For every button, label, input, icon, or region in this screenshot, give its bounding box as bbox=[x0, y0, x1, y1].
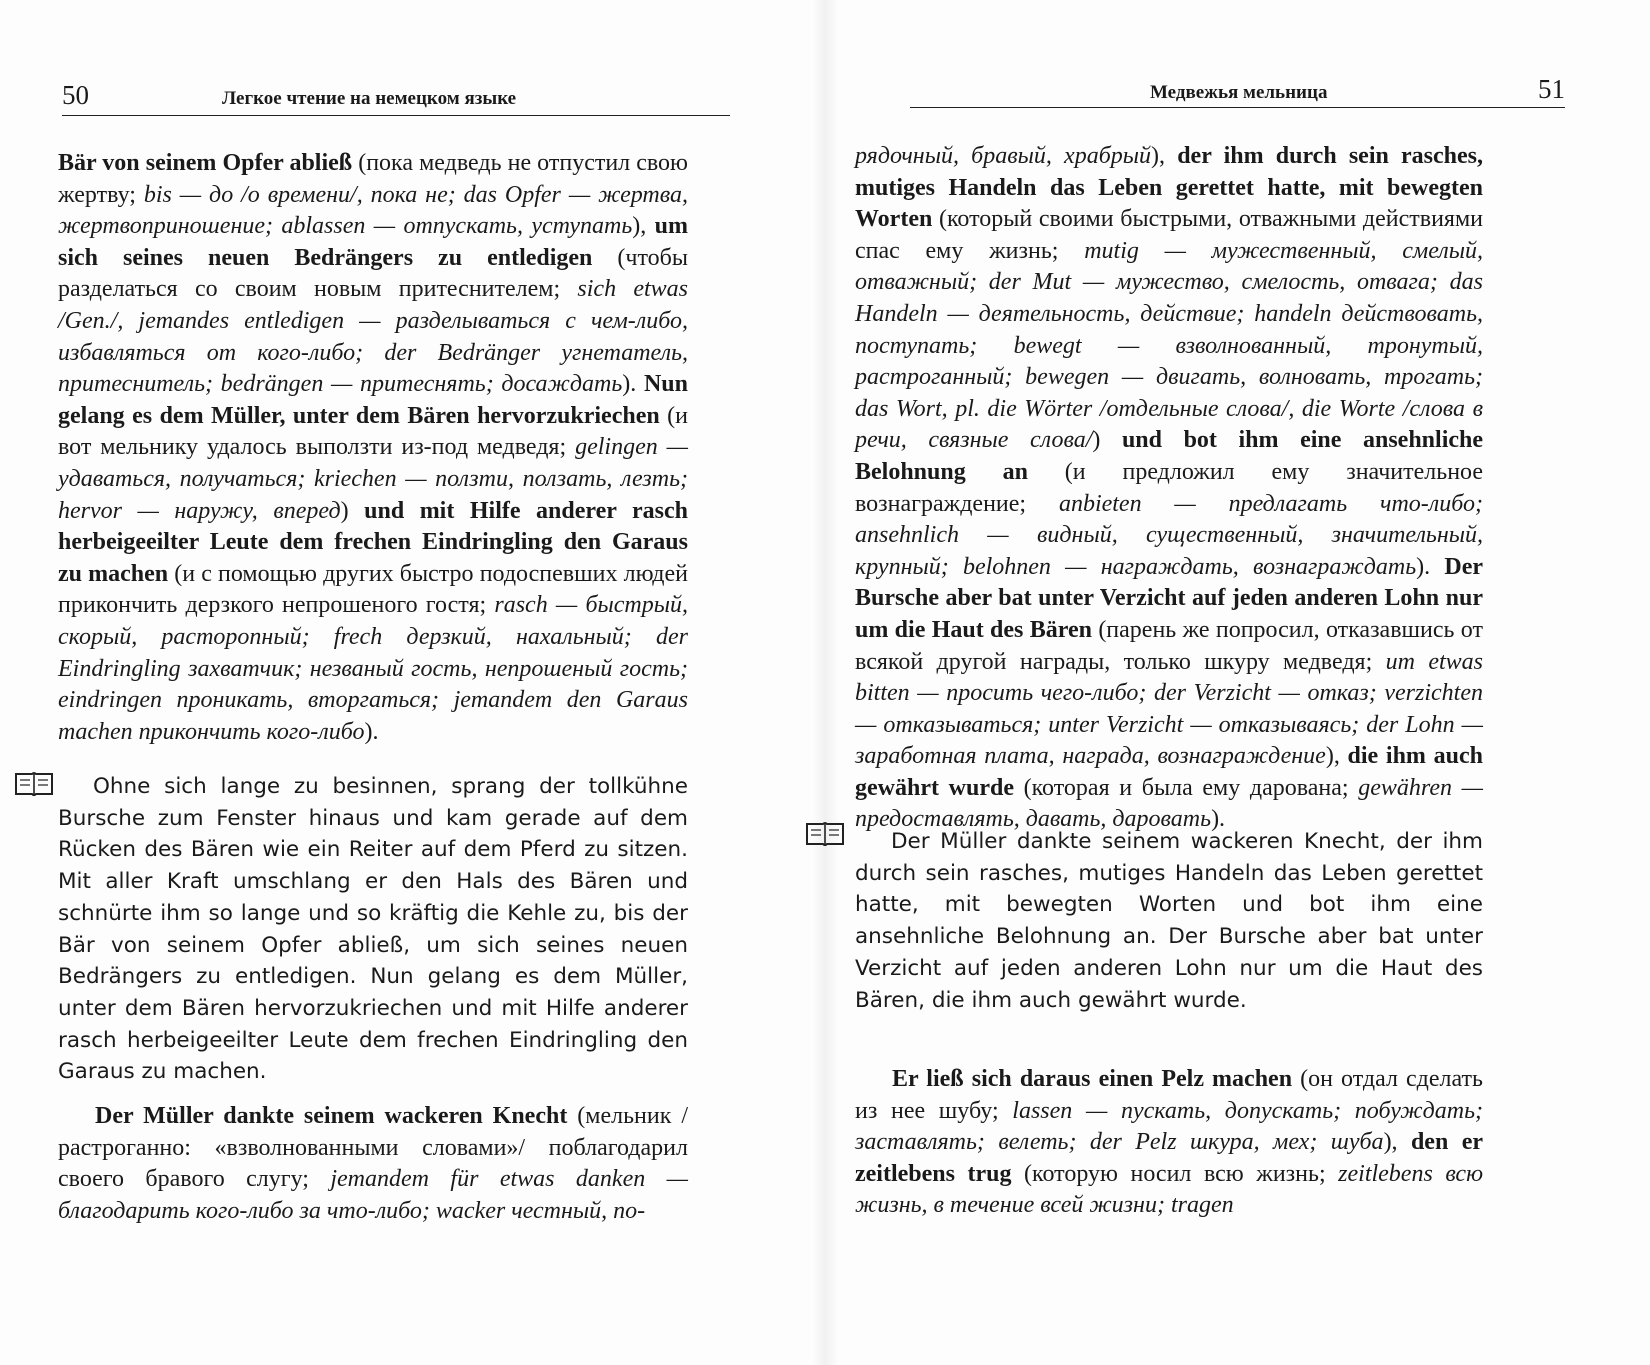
translation-text: (который своими быстрыми, отважными действиями спас ему жизнь; bbox=[855, 206, 1483, 264]
right-page bbox=[825, 0, 1650, 1365]
vocabulary-note: sich etwas /Gen./, jemandes entledigen — разделываться с чем-либо, избавляться от кого-либо; der Bedränger угнетатель, притеснитель; bedrängen — притеснять; досаждать bbox=[58, 276, 688, 398]
german-phrase: und mit Hilfe anderer rasch herbeigeeilter Leute dem frechen Eindringling den Garaus zu machen bbox=[58, 497, 688, 587]
german-phrase: der ihm durch sein rasches, mutiges Handeln das Leben gerettet hatte, mit bewegten Worten bbox=[855, 143, 1484, 233]
german-phrase: Bär von seinem Opfer abließ bbox=[58, 150, 353, 176]
gloss-paragraph bbox=[855, 141, 1483, 836]
gloss-paragraph bbox=[58, 148, 688, 748]
translation-text: (чтобы разделаться со своим новым притеснителем; bbox=[58, 244, 688, 303]
page-number: 50 bbox=[62, 80, 89, 110]
translation-text: (он отдал сделать из нее шубу; bbox=[855, 1066, 1483, 1124]
vocabulary-note: jemandem für etwas danken — благодарить кого-либо за что-либо; wacker честный, по- bbox=[58, 1166, 688, 1224]
german-phrase: Nun gelang es dem Müller, unter dem Bären hervorzukriechen bbox=[58, 371, 688, 429]
open-book-icon bbox=[805, 820, 845, 848]
open-book-icon bbox=[14, 770, 54, 798]
translation-text: ). bbox=[622, 371, 644, 398]
vocabulary-note: gewähren — предоставлять, давать, даровать bbox=[855, 774, 1483, 833]
translation-text: ). bbox=[1211, 806, 1226, 833]
translation-text: ) bbox=[1092, 427, 1122, 454]
translation-text: ), bbox=[632, 213, 655, 240]
german-phrase: Der Bursche aber bat unter Verzicht auf jeden anderen Lohn nur um die Haut des Bären bbox=[855, 553, 1483, 643]
german-phrase: Er ließ sich daraus einen Pelz machen bbox=[892, 1066, 1293, 1092]
german-phrase: um sich seines neuen Bedrängers zu entledigen bbox=[58, 213, 689, 271]
vocabulary-note: lassen — пускать, допускать; побуждать; заставлять; велеть; der Pelz шкура, мех; шуба bbox=[855, 1097, 1483, 1156]
vocabulary-note: рядочный, бравый, храбрый bbox=[855, 143, 1152, 169]
vocabulary-note: rasch — быстрый, скорый, расторопный; frech дерзкий, нахальный; der Eindringling захватчик; незваный гость, непрошеный гость; eindringen проникать, вторгаться; jemandem den Garaus machen прикончить кого-либо bbox=[58, 592, 688, 745]
translation-text: (парень же попросил, отказавшись от всякой другой награды, только шкуру медведя; bbox=[855, 616, 1483, 675]
vocabulary-note: um etwas bitten — просить чего-либо; der Verzicht — отказ; verzichten — отказываться; unter Verzicht — отказываясь; der Lohn — заработная плата, награда, вознаграждение bbox=[855, 648, 1483, 770]
translation-text: (пока медведь не отпустил свою жертву; bbox=[58, 150, 688, 208]
vocabulary-note: anbieten — предлагать что-либо; ansehnlich — видный, существенный, значительный, крупный; belohnen — награждать, вознаграждать bbox=[855, 490, 1483, 580]
translation-text: (и предложил ему значительное вознаграждение; bbox=[855, 458, 1483, 517]
vocabulary-note: bis — до /о времени/, пока не; das Opfer — жертва, жертвоприношение; ablassen — отпускать, уступать bbox=[58, 181, 689, 240]
left-page-header bbox=[62, 80, 730, 120]
gloss-paragraph bbox=[58, 1101, 688, 1227]
translation-text: (и с помощью других быстро подоспевших людей прикончить дерзкого непрошеного гостя; bbox=[58, 560, 688, 619]
translation-text: ). bbox=[364, 718, 379, 745]
german-phrase: und bot ihm eine ansehnliche Belohnung an bbox=[855, 427, 1484, 485]
right-page-header bbox=[910, 74, 1565, 114]
translation-text: (мельник /растроганно: «взволнованными словами»/ поблагодарил своего бравого слугу; bbox=[58, 1103, 688, 1193]
page-number: 51 bbox=[1538, 74, 1565, 104]
translation-text: (и вот мельнику удалось выползти из-под медведя; bbox=[58, 402, 688, 461]
translation-text: ) bbox=[340, 497, 365, 524]
translation-text: ). bbox=[1416, 553, 1445, 580]
german-phrase: den er zeitlebens trug bbox=[855, 1129, 1484, 1187]
translation-text: ), bbox=[1325, 743, 1348, 770]
vocabulary-note: gelingen — удаваться, получаться; kriechen — ползти, ползать, лезть; hervor — наружу, вперед bbox=[58, 434, 688, 524]
german-phrase: die ihm auch gewährt wurde bbox=[855, 743, 1483, 801]
reading-paragraph: Ohne sich lange zu besinnen, sprang der tollkühne Bursche zum Fenster hinaus und kam gerade auf dem Rücken des Bären wie ein Reiter auf dem Pferd zu sitzen. Mit aller Kraft umschlang er den Hals des Bären und schnürte ihm so lange und so kräftig die Kehle zu, bis der Bär von seinem Opfer abließ, um sich seines neuen Bedrängers zu entledigen. Nun gelang es dem Müller, unter dem Bären hervorzukriechen und mit Hilfe anderer rasch herbeigeeilter Leute dem frechen Eindringling den Garaus zu machen. bbox=[58, 774, 688, 1085]
vocabulary-note: mutig — мужественный, смелый, отважный; der Mut — мужество, смелость, отвага; das Handeln — деятельность, действие; handeln действовать, поступать; bewegt — взволнованный, тронутый, растроганный; bewegen — двигать, волновать, трогать; das Wort, pl. die Wörter /отдельные слова/, die Worte /слова в речи, связные слова/ bbox=[855, 237, 1483, 454]
german-phrase: Der Müller dankte seinem wackeren Knecht bbox=[95, 1103, 568, 1129]
translation-text: ), bbox=[1383, 1129, 1411, 1156]
vocabulary-note: zeitlebens всю жизнь, в течение всей жизни; tragen bbox=[855, 1160, 1484, 1219]
translation-text: (которая и была ему дарована; bbox=[1013, 774, 1359, 801]
running-title: Легкое чтение на немецком языке bbox=[222, 88, 517, 109]
gloss-paragraph bbox=[855, 1064, 1483, 1222]
running-title: Медвежья мельница bbox=[1150, 82, 1328, 103]
translation-text: ), bbox=[1151, 143, 1178, 169]
reading-paragraph: Der Müller dankte seinem wackeren Knecht, der ihm durch sein rasches, mutiges Handeln das Leben gerettet hatte, mit bewegten Worten und bot ihm eine ansehnliche Belohnung an. Der Bursche aber bat unter Verzicht auf jeden anderen Lohn nur um die Haut des Bären, die ihm auch gewährt wurde. bbox=[855, 829, 1483, 1013]
header-rule bbox=[910, 107, 1565, 108]
translation-text: (которую носил всю жизнь; bbox=[1011, 1160, 1339, 1187]
header-rule bbox=[62, 115, 730, 116]
